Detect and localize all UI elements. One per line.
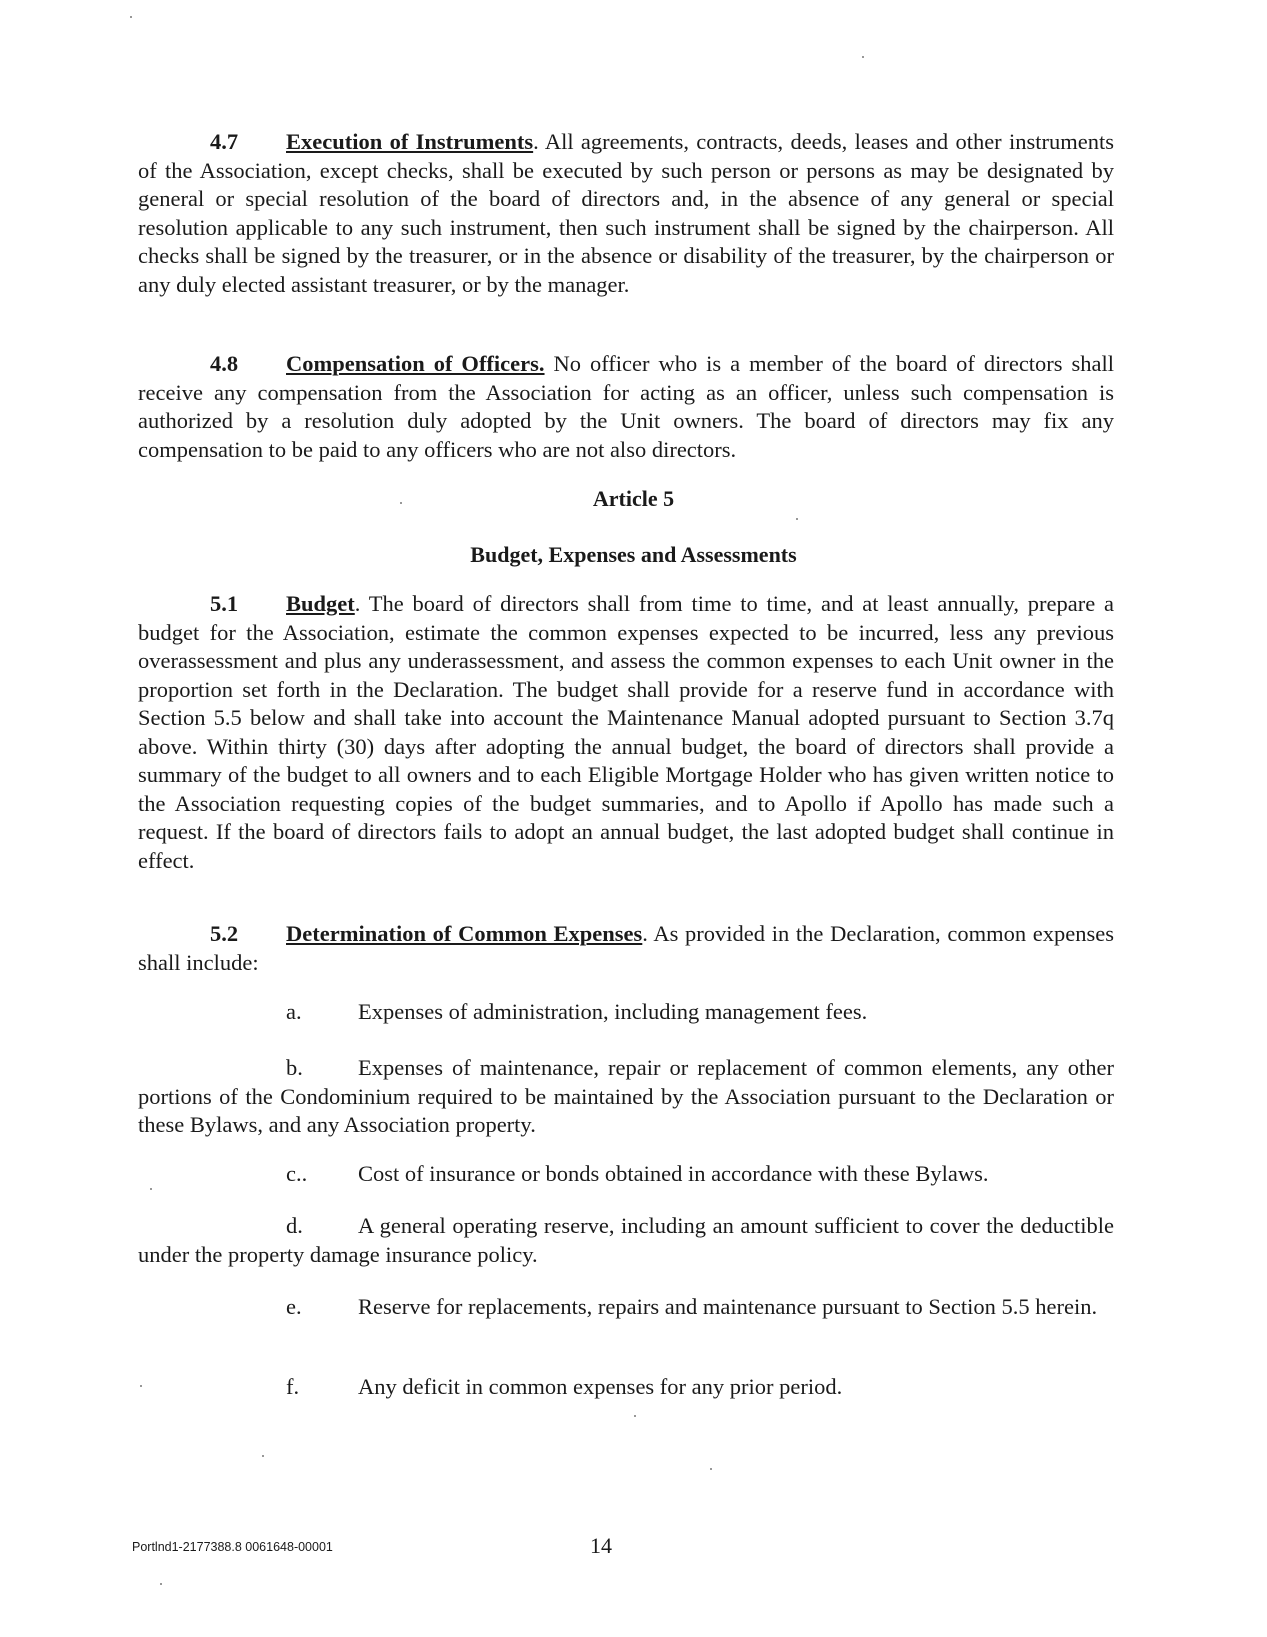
section-4-7: [138, 128, 1114, 299]
section-4-8: [138, 350, 1114, 464]
item-text: Expenses of administration, including management fees.: [358, 999, 868, 1024]
scan-speck: [400, 502, 402, 504]
scan-speck: [710, 1468, 712, 1470]
item-text: Reserve for replacements, repairs and maintenance pursuant to Section 5.5 herein.: [358, 1294, 1098, 1319]
section-number: 5.2: [210, 921, 239, 946]
section-number: 4.8: [210, 351, 239, 376]
item-text: Cost of insurance or bonds obtained in accordance with these Bylaws.: [358, 1161, 989, 1186]
item-letter: b.: [286, 1055, 303, 1080]
scan-speck: [634, 1415, 636, 1417]
article-title: Article 5: [592, 486, 675, 511]
section-body: No officer who is a member of the board of directors shall receive any compensation from the Association for acting as an officer, unless such compensation is authorized by a resolution duly adopted by the Unit owners. The board of directors may fix any compensation to be paid to any officers who are not also directors.: [138, 351, 1115, 462]
section-body: . The board of directors shall from time to time, and at least annually, prepare a budget for the Association, estimate the common expenses expected to be incurred, less any previous overassessment and plus any underassessment, and assess the common expenses to each Unit owner in the proportion set forth in the Declaration. The budget shall provide for a reserve fund in accordance with Section 5.5 below and shall take into account the Maintenance Manual adopted pursuant to Section 3.7q above. Within thirty (30) days after adopting the annual budget, the board of directors shall provide a summary of the budget to all owners and to each Eligible Mortgage Holder who has given written notice to the Association requesting copies of the budget summaries, and to Apollo if Apollo has made such a request. If the board of directors fails to adopt an annual budget, the last adopted budget shall continue in effect.: [138, 591, 1114, 873]
list-item: [138, 1293, 1114, 1322]
item-letter: d.: [286, 1213, 303, 1238]
section-heading: Execution of Instruments: [286, 129, 534, 154]
list-item: [138, 998, 1114, 1027]
item-text: Any deficit in common expenses for any prior period.: [358, 1374, 843, 1399]
section-5-2: [138, 920, 1114, 977]
section-body: . All agreements, contracts, deeds, leases and other instruments of the Association, except checks, shall be executed by such person or persons as may be designated by general or special resolution of the board of directors and, in the absence of any general or special resolution applicable to any such instrument, then such instrument shall be signed by the chairperson. All checks shall be signed by the treasurer, or in the absence or disability of the treasurer, by the chairperson or any duly elected assistant treasurer, or by the manager.: [138, 129, 1114, 297]
item-letter: a.: [286, 999, 302, 1024]
footer-page-number: 14: [590, 1533, 612, 1558]
list-item: [138, 1212, 1114, 1269]
item-letter: c..: [286, 1161, 308, 1186]
section-number: 4.7: [210, 129, 239, 154]
scan-speck: [130, 16, 132, 18]
list-item: [138, 1160, 1114, 1189]
section-5-1: [138, 590, 1114, 875]
section-heading: Budget: [286, 591, 355, 616]
item-text: A general operating reserve, including an amount sufficient to cover the deductible under the property damage insurance policy.: [138, 1213, 1114, 1267]
scan-speck: [262, 1455, 264, 1457]
scan-speck: [160, 1583, 162, 1585]
article-subtitle: Budget, Expenses and Assessments: [470, 542, 797, 567]
item-letter: f.: [286, 1374, 300, 1399]
list-item: [138, 1054, 1114, 1140]
section-body: . As provided in the Declaration, common expenses shall include:: [138, 921, 1114, 975]
scan-speck: [150, 1188, 152, 1190]
section-heading: Compensation of Officers.: [286, 351, 545, 376]
scan-speck: [796, 518, 798, 520]
section-number: 5.1: [210, 591, 239, 616]
item-text: Expenses of maintenance, repair or replacement of common elements, any other portions of the Condominium required to be maintained by the Association pursuant to the Declaration or these Bylaws, and any Association property.: [138, 1055, 1114, 1137]
scan-speck: [862, 56, 864, 58]
list-item: [138, 1373, 1114, 1402]
item-letter: e.: [286, 1294, 302, 1319]
scan-speck: [140, 1385, 142, 1387]
footer-document-id: Portlnd1-2177388.8 0061648-00001: [132, 1540, 333, 1554]
section-heading: Determination of Common Expenses: [286, 921, 643, 946]
